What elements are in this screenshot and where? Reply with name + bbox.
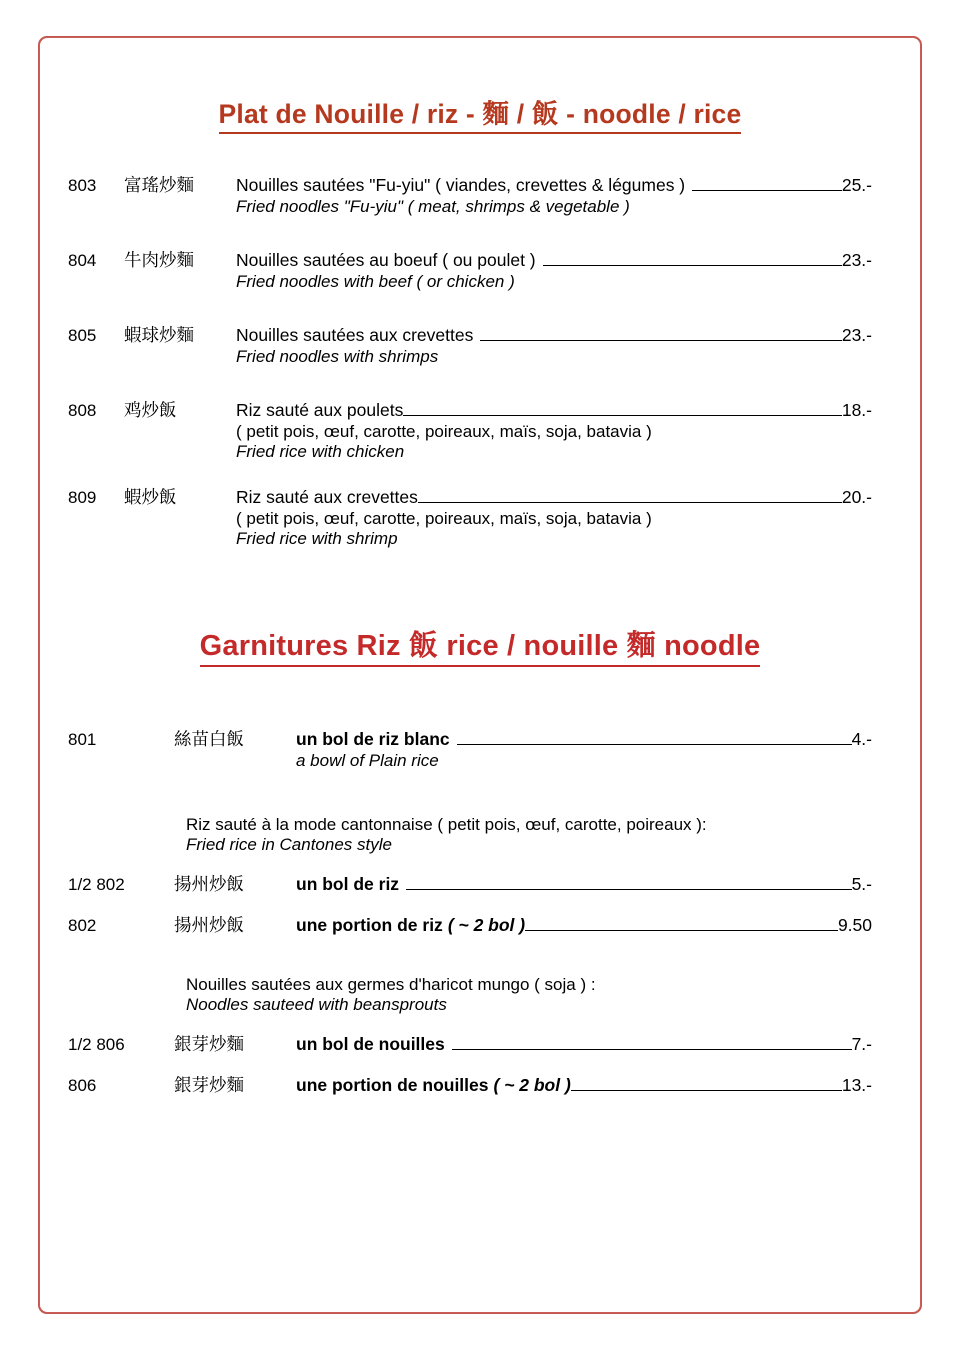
item-code: 1/2 806	[68, 1035, 125, 1054]
group-intro-rice	[0, 815, 960, 855]
item-french-name: Riz sauté aux poulets	[236, 400, 404, 420]
leader-line	[543, 265, 842, 266]
item-code: 808	[68, 401, 97, 420]
leader-line	[457, 744, 852, 745]
item-price: 23.-	[841, 250, 872, 270]
item-french-name: une portion de riz	[296, 915, 443, 935]
menu-item	[0, 871, 960, 896]
menu-item	[0, 912, 960, 937]
item-chinese-name: 銀芽炒麵	[174, 1076, 244, 1096]
menu-item	[0, 322, 960, 367]
item-code: 803	[68, 176, 97, 195]
item-code: 804	[68, 251, 97, 270]
item-chinese-name: 蝦球炒麵	[124, 326, 194, 346]
menu-item	[0, 397, 960, 462]
item-english-name: Fried noodles with beef ( or chicken )	[236, 272, 515, 291]
item-price: 9.50	[837, 915, 872, 935]
item-chinese-name: 銀芽炒麵	[174, 1035, 244, 1055]
item-code: 806	[68, 1076, 97, 1095]
section-heading-garnitures	[0, 623, 960, 667]
menu-item	[0, 1031, 960, 1056]
item-french-name: un bol de nouilles	[296, 1034, 445, 1054]
leader-line	[692, 190, 842, 191]
item-price: 20.-	[841, 487, 872, 507]
section-heading-noodle-rice-text: Plat de Nouille / riz - 麵 / 飯 - noodle / rice	[219, 92, 742, 134]
item-price: 7.-	[851, 1034, 872, 1054]
item-code: 1/2 802	[68, 875, 125, 894]
item-price: 18.-	[841, 400, 872, 420]
item-ingredients: ( petit pois, œuf, carotte, poireaux, maïs, soja, batavia )	[236, 509, 652, 528]
section-heading-noodle-rice	[0, 92, 960, 134]
item-french-name: Riz sauté aux crevettes	[236, 487, 418, 507]
item-english-name: Fried noodles with shrimps	[236, 347, 439, 366]
group-english-description: Fried rice in Cantones style	[186, 835, 392, 854]
noodle-rice-item-list	[0, 172, 960, 549]
leader-line	[452, 1049, 852, 1050]
item-chinese-name: 富瑤炒麵	[124, 176, 194, 196]
item-ingredients: ( petit pois, œuf, carotte, poireaux, maïs, soja, batavia )	[236, 422, 652, 441]
item-price: 4.-	[851, 729, 872, 749]
item-chinese-name: 鸡炒飯	[124, 401, 177, 421]
item-french-name: Nouilles sautées au boeuf ( ou poulet )	[236, 250, 536, 270]
menu-item	[0, 1072, 960, 1097]
item-chinese-name: 牛肉炒麵	[124, 251, 194, 271]
leader-line	[571, 1090, 842, 1091]
item-price: 23.-	[841, 325, 872, 345]
item-french-name: un bol de riz blanc	[296, 729, 450, 749]
item-french-name: une portion de nouilles	[296, 1075, 489, 1095]
garnitures-item-list	[0, 726, 960, 1097]
item-code: 805	[68, 326, 97, 345]
item-code: 801	[68, 730, 97, 749]
item-english-name: Fried noodles "Fu-yiu" ( meat, shrimps & vegetable )	[236, 197, 630, 216]
item-french-name: un bol de riz	[296, 874, 400, 894]
leader-line	[418, 502, 842, 503]
item-chinese-name: 絲苗白飯	[174, 730, 244, 750]
item-price: 25.-	[841, 175, 872, 195]
item-english-name: a bowl of Plain rice	[296, 751, 439, 770]
item-chinese-name: 揚州炒飯	[174, 916, 244, 936]
section-heading-garnitures-text: Garnitures Riz 飯 rice / nouille 麵 noodle	[200, 623, 761, 667]
item-code: 809	[68, 488, 97, 507]
item-french-name: Nouilles sautées aux crevettes	[236, 325, 474, 345]
group-english-description: Noodles sauteed with beansprouts	[186, 995, 447, 1014]
menu-item	[0, 247, 960, 292]
leader-line	[403, 415, 842, 416]
group-french-description: Nouilles sautées aux germes d'haricot mungo ( soja ) :	[186, 975, 596, 994]
leader-line	[525, 930, 838, 931]
item-qualifier: ( ~ 2 bol )	[493, 1075, 571, 1095]
menu-item	[0, 484, 960, 549]
leader-line	[480, 340, 842, 341]
menu-item	[0, 726, 960, 771]
item-qualifier: ( ~ 2 bol )	[447, 915, 526, 935]
item-price: 13.-	[841, 1075, 872, 1095]
item-chinese-name: 揚州炒飯	[174, 875, 244, 895]
group-intro-noodles	[0, 975, 960, 1015]
item-chinese-name: 蝦炒飯	[124, 488, 177, 508]
item-price: 5.-	[851, 874, 872, 894]
item-english-name: Fried rice with shrimp	[236, 529, 398, 548]
item-french-name: Nouilles sautées "Fu-yiu" ( viandes, crevettes & légumes )	[236, 175, 686, 195]
menu-item	[0, 172, 960, 217]
item-english-name: Fried rice with chicken	[236, 442, 405, 461]
item-code: 802	[68, 916, 97, 935]
group-french-description: Riz sauté à la mode cantonnaise ( petit pois, œuf, carotte, poireaux ):	[186, 815, 707, 834]
leader-line	[406, 889, 852, 890]
